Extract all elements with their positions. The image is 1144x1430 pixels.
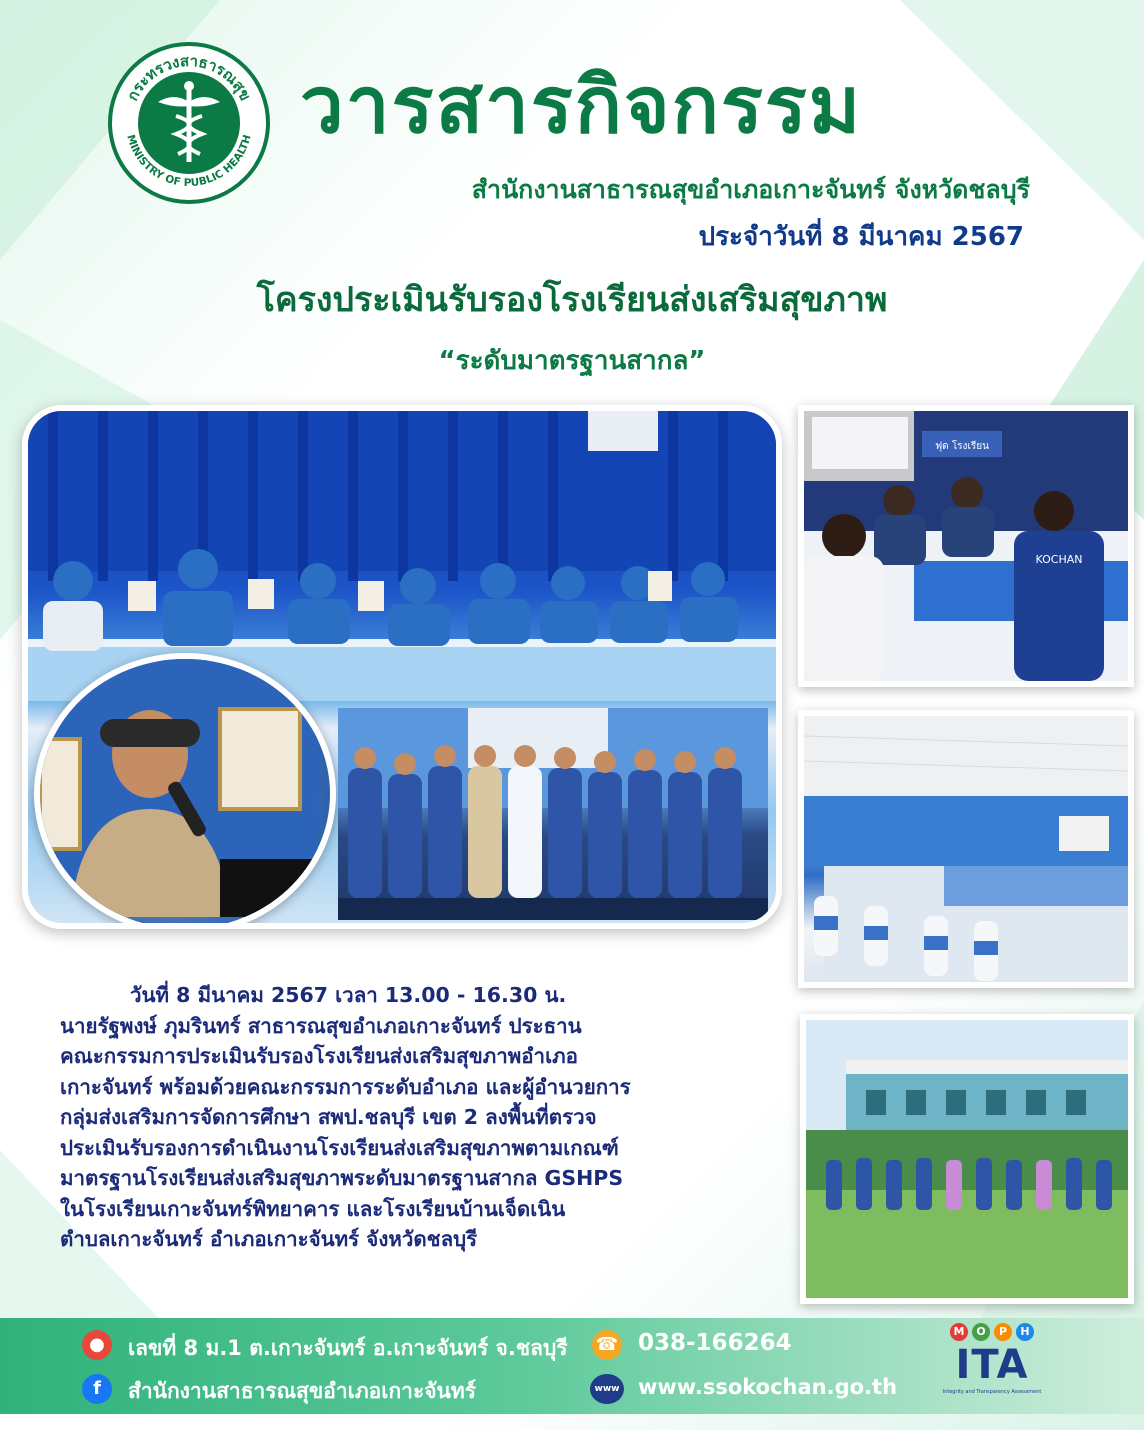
body-line: กลุ่มส่งเสริมการจัดการศึกษา สพป.ชลบุรี เขต 2 ลงพื้นที่ตรวจ bbox=[60, 1105, 597, 1129]
meeting-room-scene bbox=[804, 716, 1128, 982]
moph-letter-h: H bbox=[1016, 1323, 1034, 1341]
address-text: เลขที่ 8 ม.1 ต.เกาะจันทร์ อ.เกาะจันทร์ จ.ชลบุรี bbox=[128, 1336, 568, 1360]
phone-number[interactable]: 038-166264 bbox=[638, 1330, 792, 1356]
facebook-icon: f bbox=[82, 1374, 112, 1404]
ita-wordmark: ITA bbox=[955, 1342, 1029, 1388]
ita-logo bbox=[940, 1323, 1044, 1407]
issue-date: ประจำวันที่ 8 มีนาคม 2567 bbox=[698, 222, 1024, 252]
speaker-closeup-photo bbox=[34, 653, 336, 929]
evaluation-table-photo bbox=[798, 405, 1134, 687]
body-line: เกาะจันทร์ พร้อมด้วยคณะกรรมการระดับอำเภอ และผู้อำนวยการ bbox=[60, 1074, 631, 1099]
svg-text:กระทรวงสาธารณสุข: กระทรวงสาธารณสุข bbox=[123, 51, 255, 104]
speaker-scene bbox=[40, 659, 318, 917]
moph-letter-p: P bbox=[994, 1323, 1012, 1341]
standard-level: “ระดับมาตรฐานสากล” bbox=[438, 346, 706, 376]
phone-icon: ☎ bbox=[592, 1330, 622, 1360]
school-scene bbox=[806, 1020, 1128, 1298]
body-line: ตำบลเกาะจันทร์ อำเภอเกาะจันทร์ จังหวัดชลบุรี bbox=[60, 1227, 478, 1251]
body-line: ประเมินรับรองการดำเนินงานโรงเรียนส่งเสริมสุขภาพตามเกณฑ์ bbox=[60, 1135, 619, 1160]
project-headline: โครงประเมินรับรองโรงเรียนส่งเสริมสุขภาพ bbox=[256, 280, 888, 320]
body-line: นายรัฐพงษ์ ภุมรินทร์ สาธารณสุขอำเภอเกาะจันทร์ ประธาน bbox=[60, 1013, 582, 1038]
ministry-logo bbox=[108, 42, 270, 204]
body-line: มาตรฐานโรงเรียนส่งเสริมสุขภาพระดับมาตรฐานสากล GSHPS bbox=[60, 1166, 624, 1190]
body-line: วันที่ 8 มีนาคม 2567 เวลา 13.00 - 16.30 น. bbox=[130, 983, 567, 1007]
caduceus-emblem bbox=[138, 72, 240, 174]
ita-caption: Integrity and Transparency Assessment bbox=[942, 1389, 1042, 1395]
moph-letters bbox=[940, 1323, 1044, 1341]
body-line: ในโรงเรียนเกาะจันทร์พิทยาคาร และโรงเรียนบ้านเจ็ดเนิน bbox=[60, 1196, 566, 1221]
group-photo bbox=[338, 708, 768, 920]
poster-text: ฟุด โรงเรียน bbox=[935, 441, 989, 452]
moph-letter-m: M bbox=[950, 1323, 968, 1341]
body-line: คณะกรรมการประเมินรับรองโรงเรียนส่งเสริมสุขภาพอำเภอ bbox=[60, 1044, 578, 1068]
evaluation-scene bbox=[804, 411, 1128, 681]
meeting-photo-main bbox=[22, 405, 782, 929]
website-link[interactable]: www.ssokochan.go.th bbox=[638, 1375, 898, 1399]
moph-letter-o: O bbox=[972, 1323, 990, 1341]
group-scene bbox=[338, 708, 768, 920]
svg-text:MINISTRY OF PUBLIC HEALTH: MINISTRY OF PUBLIC HEALTH bbox=[124, 133, 254, 190]
journal-title: วารสารกิจกรรม bbox=[300, 61, 863, 151]
meeting-room-photo bbox=[798, 710, 1134, 988]
globe-icon: www bbox=[590, 1374, 624, 1404]
office-subtitle: สำนักงานสาธารณสุขอำเภอเกาะจันทร์ จังหวัดชลบุรี bbox=[471, 175, 1030, 204]
shirt-text: KOCHAN bbox=[1035, 553, 1083, 566]
school-building-photo bbox=[800, 1014, 1134, 1304]
facebook-page-name[interactable]: สำนักงานสาธารณสุขอำเภอเกาะจันทร์ bbox=[128, 1379, 477, 1403]
article-body bbox=[60, 980, 750, 1255]
caduceus-icon bbox=[138, 72, 240, 174]
location-pin-icon: ● bbox=[82, 1330, 112, 1360]
